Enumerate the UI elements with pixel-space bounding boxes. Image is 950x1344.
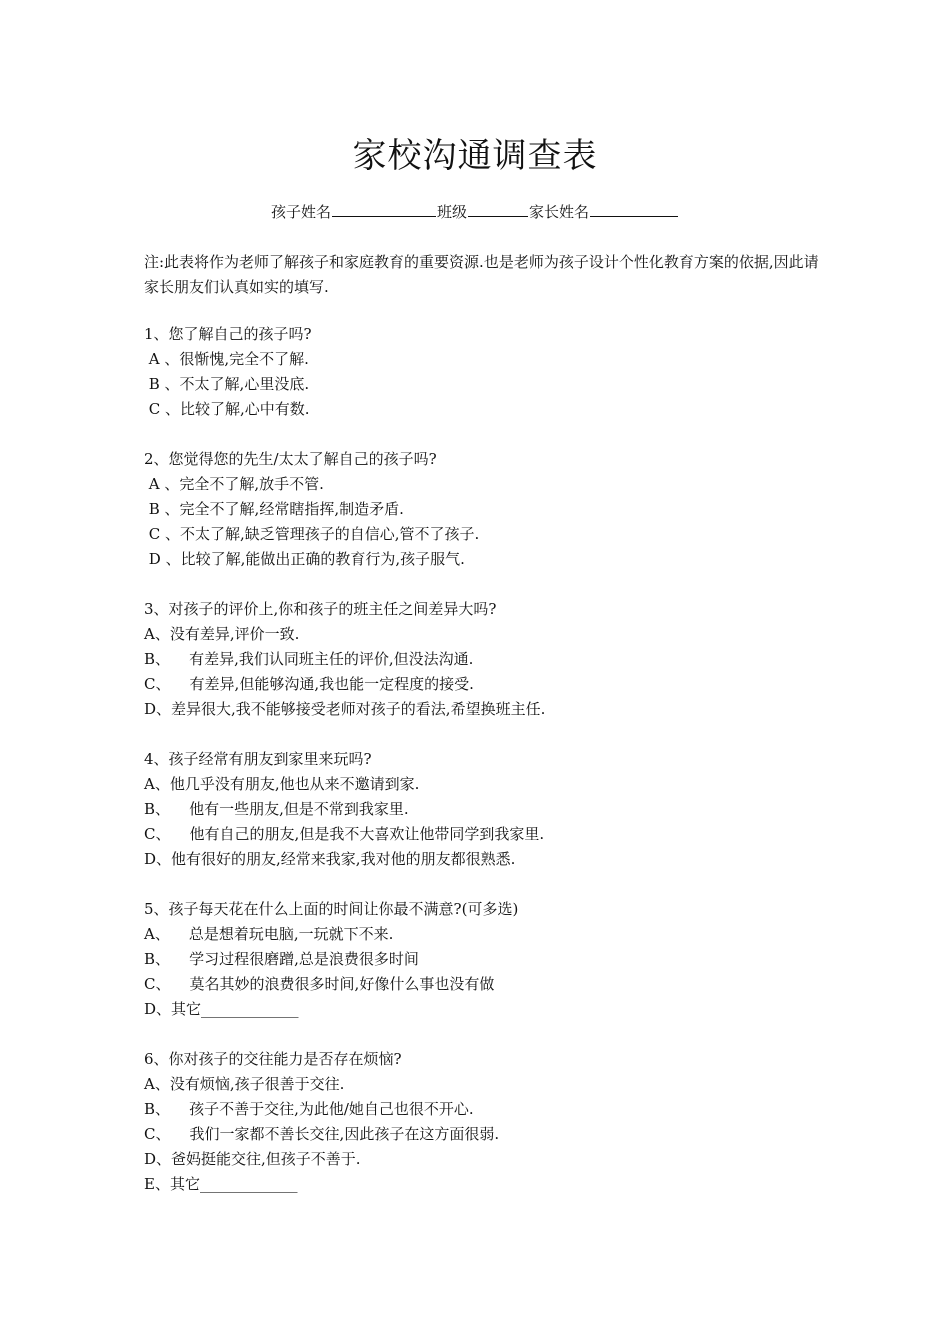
- option-a[interactable]: A、 总是想着玩电脑,一玩就下不来.: [144, 925, 394, 943]
- option-d[interactable]: D、爸妈挺能交往,但孩子不善于.: [144, 1150, 361, 1168]
- question-5: [144, 897, 824, 1022]
- option-a[interactable]: A、没有差异,评价一致.: [144, 625, 300, 643]
- option-d[interactable]: D 、比较了解,能做出正确的教育行为,孩子服气.: [144, 550, 465, 568]
- option-a[interactable]: A、他几乎没有朋友,他也从来不邀请到家.: [144, 775, 420, 793]
- option-c[interactable]: C 、不太了解,缺乏管理孩子的自信心,管不了孩子.: [144, 525, 480, 543]
- question-text: 4、孩子经常有朋友到家里来玩吗?: [144, 750, 372, 768]
- class-blank[interactable]: [468, 202, 528, 217]
- class-label: 班级: [436, 203, 467, 221]
- option-b[interactable]: B、 有差异,我们认同班主任的评价,但没法沟通.: [144, 650, 474, 668]
- question-1: [144, 322, 824, 422]
- option-e[interactable]: E、其它_____________: [144, 1175, 298, 1193]
- question-text: 2、您觉得您的先生/太太了解自己的孩子吗?: [144, 450, 437, 468]
- parent-name-label: 家长姓名: [529, 203, 590, 221]
- survey-content: [144, 250, 824, 1222]
- question-text: 6、你对孩子的交往能力是否存在烦恼?: [144, 1050, 402, 1068]
- question-text: 5、孩子每天花在什么上面的时间让你最不满意?(可多选): [144, 900, 519, 918]
- question-6: [144, 1047, 824, 1197]
- question-4: [144, 747, 824, 872]
- page-title: 家校沟通调查表: [352, 136, 598, 176]
- option-a[interactable]: A 、完全不了解,放手不管.: [144, 475, 324, 493]
- option-d[interactable]: D、差异很大,我不能够接受老师对孩子的看法,希望换班主任.: [144, 700, 546, 718]
- option-b[interactable]: B 、不太了解,心里没底.: [144, 375, 310, 393]
- parent-name-blank[interactable]: [590, 202, 678, 217]
- question-text: 1、您了解自己的孩子吗?: [144, 325, 312, 343]
- option-b[interactable]: B、 孩子不善于交往,为此他/她自己也很不开心.: [144, 1100, 474, 1118]
- child-name-label: 孩子姓名: [270, 203, 331, 221]
- option-c[interactable]: C、 莫名其妙的浪费很多时间,好像什么事也没有做: [144, 975, 495, 993]
- survey-note: 注:此表将作为老师了解孩子和家庭教育的重要资源.也是老师为孩子设计个性化教育方案的依据,因此请家长朋友们认真如实的填写.: [144, 253, 819, 296]
- question-3: [144, 597, 824, 722]
- question-2: [144, 447, 824, 572]
- option-b[interactable]: B、 他有一些朋友,但是不常到我家里.: [144, 800, 409, 818]
- option-c[interactable]: C 、比较了解,心中有数.: [144, 400, 310, 418]
- child-name-blank[interactable]: [332, 202, 436, 217]
- option-a[interactable]: A 、很惭愧,完全不了解.: [144, 350, 309, 368]
- info-line: [0, 201, 950, 222]
- option-c[interactable]: C、 有差异,但能够沟通,我也能一定程度的接受.: [144, 675, 474, 693]
- option-d[interactable]: D、他有很好的朋友,经常来我家,我对他的朋友都很熟悉.: [144, 850, 516, 868]
- option-c[interactable]: C、 他有自己的朋友,但是我不大喜欢让他带同学到我家里.: [144, 825, 545, 843]
- question-text: 3、对孩子的评价上,你和孩子的班主任之间差异大吗?: [144, 600, 497, 618]
- option-c[interactable]: C、 我们一家都不善长交往,因此孩子在这方面很弱.: [144, 1125, 500, 1143]
- option-b[interactable]: B、 学习过程很磨蹭,总是浪费很多时间: [144, 950, 419, 968]
- option-a[interactable]: A、没有烦恼,孩子很善于交往.: [144, 1075, 345, 1093]
- option-b[interactable]: B 、完全不了解,经常瞎指挥,制造矛盾.: [144, 500, 404, 518]
- option-d[interactable]: D、其它_____________: [144, 1000, 299, 1018]
